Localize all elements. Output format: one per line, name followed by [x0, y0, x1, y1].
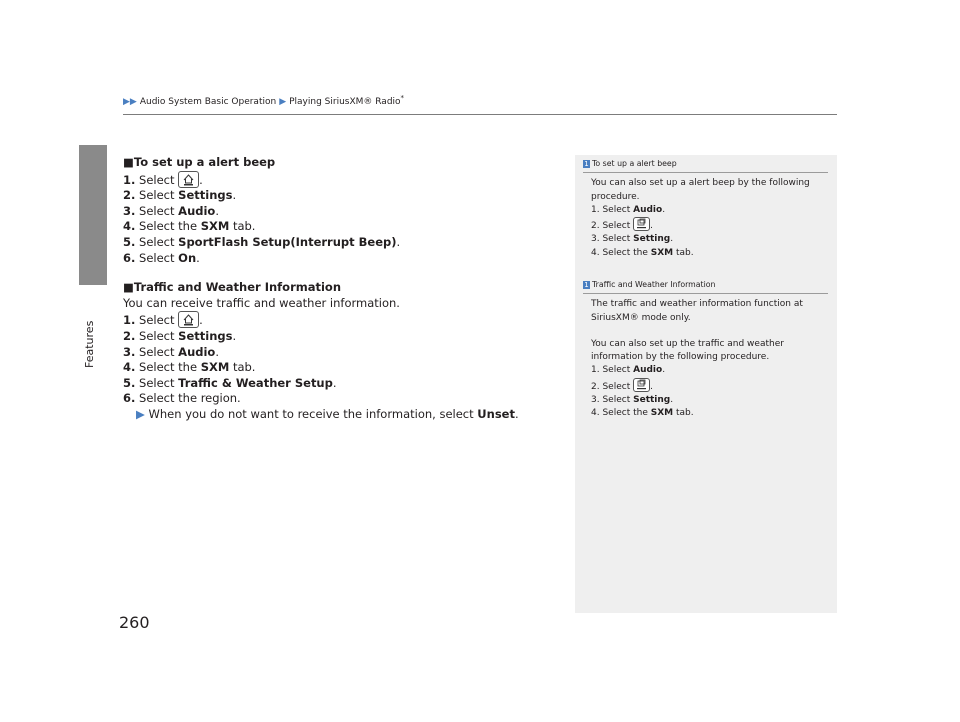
- menu-icon: [633, 217, 650, 231]
- section-heading: ■To set up a alert beep: [123, 155, 276, 169]
- step: 5. Select Traffic & Weather Setup.: [123, 375, 337, 390]
- square-bullet-icon: ■: [123, 280, 134, 295]
- note-step: 2. Select .: [591, 378, 828, 394]
- header-divider: [123, 114, 837, 115]
- chapter-label: Features: [83, 320, 96, 368]
- note-text: The traffic and weather information function at SiriusXM® mode only.: [591, 299, 803, 323]
- breadcrumb-part2: Playing SiriusXM® Radio*: [289, 94, 405, 107]
- note-text: You can also set up a alert beep by the following procedure.: [591, 178, 810, 202]
- square-bullet-icon: ■: [123, 155, 134, 169]
- home-icon: [178, 311, 199, 328]
- note-title: 1 Traffic and Weather Information: [583, 278, 828, 294]
- menu-icon: [633, 378, 650, 392]
- step: 2. Select Settings.: [123, 188, 237, 203]
- note-step: 1. Select Audio.: [591, 204, 666, 215]
- chapter-tab: [79, 145, 107, 285]
- note-step: 4. Select the SXM tab.: [591, 408, 694, 419]
- intro-text: You can receive traffic and weather information.: [123, 295, 400, 310]
- step: 1. Select .: [123, 313, 203, 328]
- step: 5. Select SportFlash Setup(Interrupt Beep).: [123, 234, 401, 249]
- note-text: You can also set up the traffic and weather information by the following procedure.: [591, 338, 784, 363]
- step: 6. Select On.: [123, 250, 200, 265]
- arrow-right-icon: ▶: [136, 406, 145, 421]
- note-marker-icon: 1: [584, 159, 589, 168]
- breadcrumb-part1: Audio System Basic Operation: [139, 97, 277, 107]
- step: 3. Select Audio.: [123, 203, 219, 218]
- sub-note: ▶ When you do not want to receive the information, select Unset.: [136, 406, 519, 421]
- breadcrumb: [123, 94, 404, 107]
- step: 2. Select Settings.: [123, 328, 237, 343]
- home-icon: [178, 171, 199, 188]
- section-heading: ■Traffic and Weather Information: [123, 280, 342, 295]
- arrow-right-icon: ▶: [279, 97, 287, 107]
- note-step: 3. Select Setting.: [591, 395, 674, 406]
- note-marker-icon: 1: [584, 280, 589, 289]
- step: 4. Select the SXM tab.: [123, 219, 256, 234]
- note-step: 1. Select Audio.: [591, 365, 666, 376]
- note-step: 3. Select Setting.: [591, 234, 674, 245]
- step: 3. Select Audio.: [123, 344, 219, 359]
- note-alert-beep: [583, 157, 828, 260]
- step: 1. Select .: [123, 172, 203, 187]
- arrow-right-icon: ▶▶: [123, 97, 137, 107]
- note-step: 4. Select the SXM tab.: [591, 247, 694, 258]
- step: 4. Select the SXM tab.: [123, 360, 256, 375]
- main-content: [123, 155, 563, 423]
- note-title: 1 To set up a alert beep: [583, 157, 828, 173]
- note-step: 2. Select .: [591, 217, 828, 233]
- page-number: 260: [119, 613, 150, 632]
- note-traffic-weather: [583, 278, 828, 421]
- step: 6. Select the region.: [123, 391, 241, 406]
